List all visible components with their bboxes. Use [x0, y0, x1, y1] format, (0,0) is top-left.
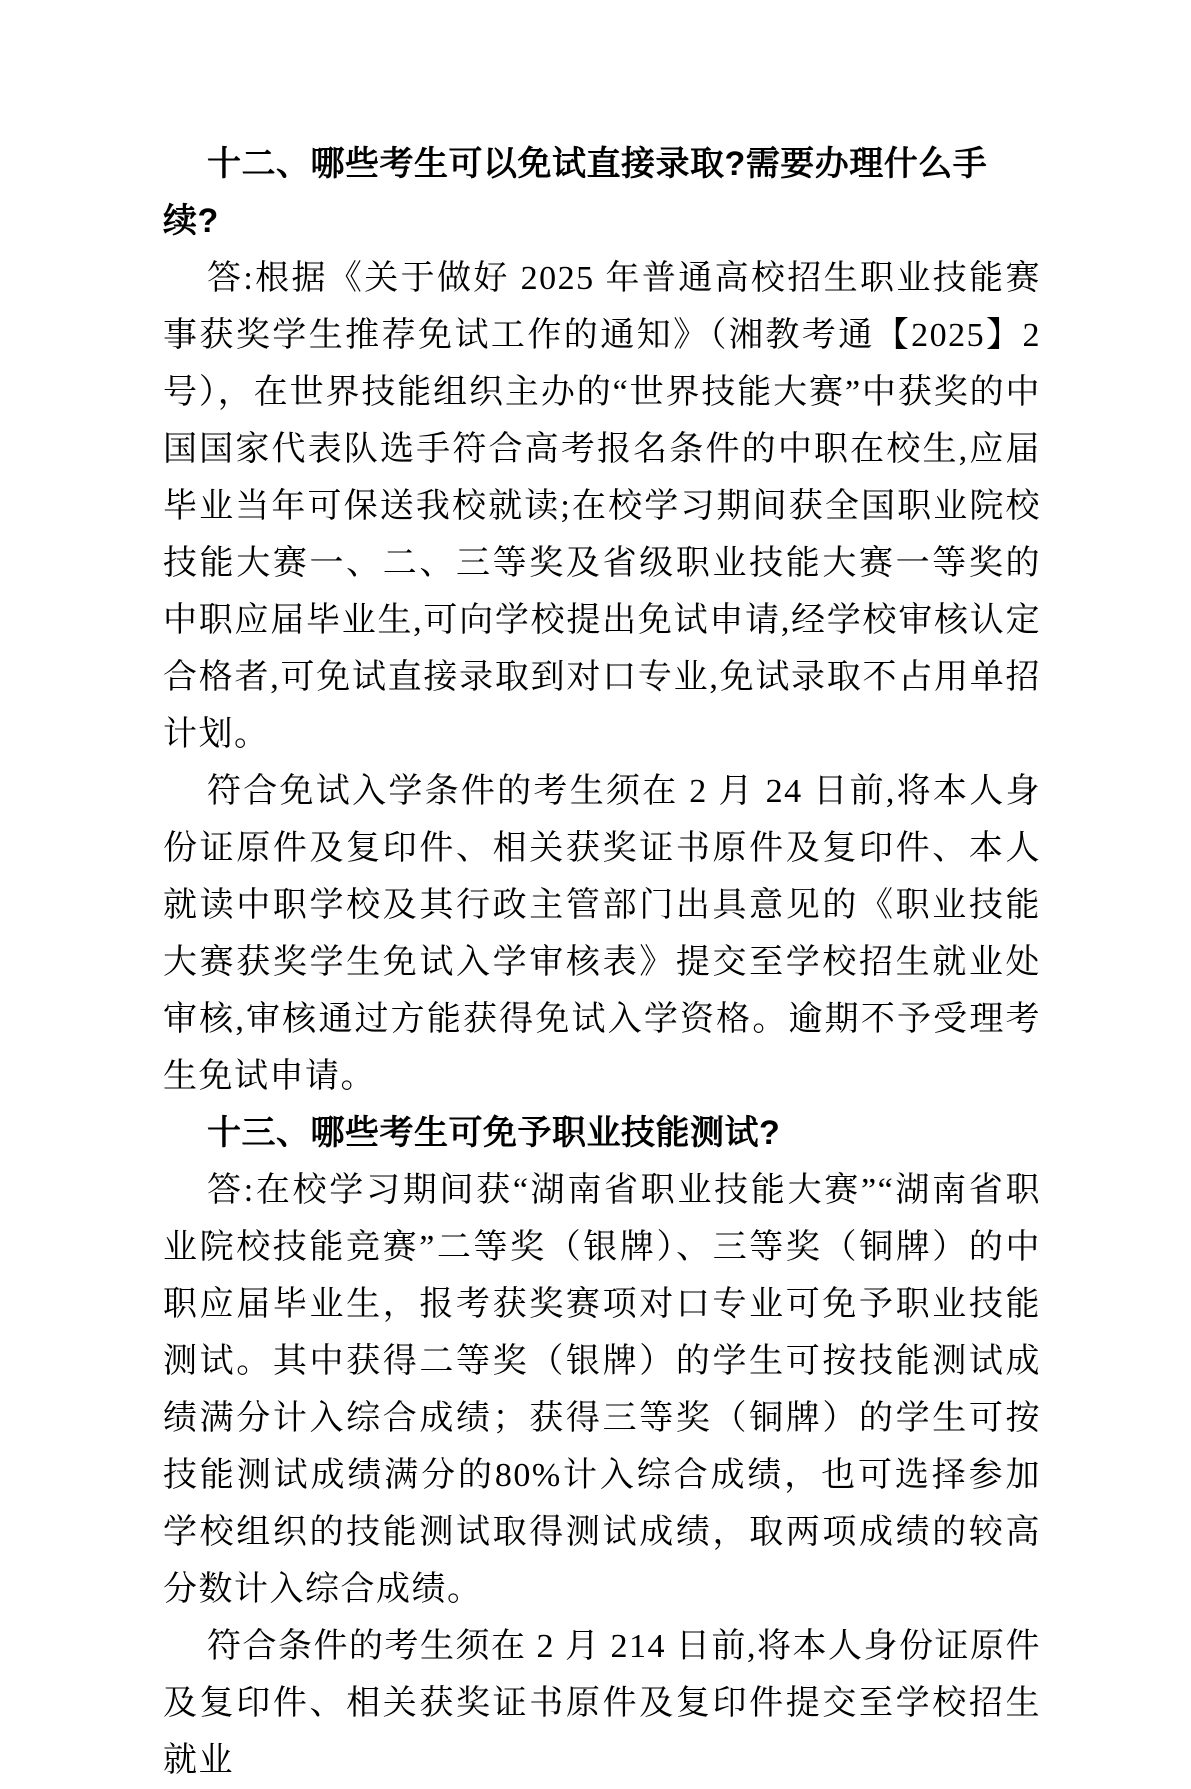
question-12-answer-paragraph-1: 答:根据《关于做好 2025 年普通高校招生职业技能赛事获奖学生推荐免试工作的通知》（湘教考通【2025】2 号），在世界技能组织主办的“世界技能大赛”中获奖的中国国家代表队选手符合高考报名条件的中职在校生,应届毕业当年可保送我校就读;在校学习期间获全国职业院校技能大赛一、二、三等奖及省级职业技能大赛一等奖的中职应届毕业生,可向学校提出免试申请,经学校审核认定合格者,可免试直接录取到对口专业,免试录取不占用单招计划。 [163, 260, 1041, 753]
question-13-answer-paragraph-1: 答:在校学习期间获“湖南省职业技能大赛”“湖南省职业院校技能竞赛”二等奖（银牌）、三等奖（铜牌）的中职应届毕业生，报考获奖赛项对口专业可免予职业技能测试。其中获得二等奖（银牌）的学生可按技能测试成绩满分计入综合成绩；获得三等奖（铜牌）的学生可按技能测试成绩满分的80%计入综合成绩，也可选择参加学校组织的技能测试取得测试成绩，取两项成绩的较高分数计入综合成绩。 [163, 1172, 1041, 1608]
document-page [163, 136, 1041, 1789]
question-13-heading: 十三、哪些考生可免予职业技能测试? [207, 1114, 781, 1152]
question-12-heading: 十二、哪些考生可以免试直接录取?需要办理什么手续? [163, 145, 988, 240]
question-12-answer-paragraph-2: 符合免试入学条件的考生须在 2 月 24 日前,将本人身份证原件及复印件、相关获奖证书原件及复印件、本人就读中职学校及其行政主管部门出具意见的《职业技能大赛获奖学生免试入学审核表》提交至学校招生就业处审核,审核通过方能获得免试入学资格。逾期不予受理考生免试申请。 [163, 773, 1041, 1095]
question-13-answer-paragraph-2: 符合条件的考生须在 2 月 214 日前,将本人身份证原件及复印件、相关获奖证书原件及复印件提交至学校招生就业 [163, 1628, 1041, 1779]
